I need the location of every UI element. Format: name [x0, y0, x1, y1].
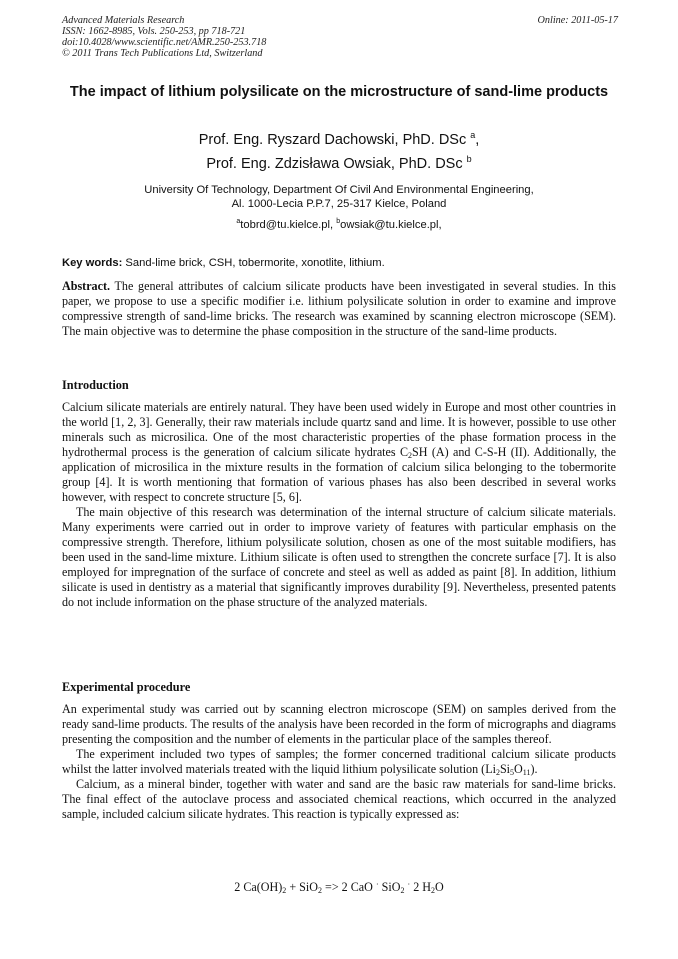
email-address[interactable]: tobrd@tu.kielce.pl, [240, 219, 334, 231]
paragraph: The main objective of this research was determination of the internal structure of calcium silicate materials. Many experiments were carried out in order to improve variety of features with particular emphasis on the compressive strength. Therefore, lithium polysilicate solution, chosen as one of the most suitable modifiers, has been used in the sand-lime mixture. Lithium silicate is often used to strengthen the concrete surface [7]. It is also employed for impregnation of the surface of concrete and steel as well as added as paint [8]. In addition, lithium silicate is used in dentistry as a material that significantly improves durability [9]. Nevertheless, presented patents do not include information on the phase structure of the analyzed materials. [62, 505, 616, 609]
keywords [62, 256, 616, 270]
section-heading-experimental: Experimental procedure [62, 680, 191, 694]
paragraph: The experiment included two types of samples; the former concerned traditional calcium silicate products whilst the latter involved materials treated with the liquid lithium polysilicate solution $(Li_2Si_5O_{11})$. [62, 747, 616, 777]
paragraph: Calcium silicate materials are entirely natural. They have been used widely in Europe and most other countries in the world [1, 2, 3]. Generally, their raw materials include quartz sand and lime. It is however, possible to use other minerals such as microsilica. One of the most characteristic properties of the phase formation process in the hydrothermal process is the generation of calcium silicate hydrates $C_2SH$ (A) and C-S-H (II). Additionally, the application of microsilica in the mixture results in the formation of calcium silica belonging to the tobermorite group [4]. It is worth mentioning that formation of various phases has also been described in several works however, with respect to concrete structure [5, 6]. [62, 400, 616, 504]
journal-name: Advanced Materials Research [62, 15, 185, 26]
email-address[interactable]: owsiak@tu.kielce.pl, [340, 219, 442, 231]
journal-header [62, 15, 618, 59]
experimental-body [62, 702, 616, 822]
email-mark: b [336, 218, 341, 225]
paragraph: Calcium, as a mineral binder, together with water and sand are the basic raw materials for sand-lime bricks. The final effect of the autoclave process and associated chemical reactions, which occurred in the analyzed sample, included calcium silicate hydrates. This reaction is typically expressed as: [62, 777, 616, 821]
abstract-label: Abstract. [62, 279, 111, 293]
affiliation [100, 183, 578, 211]
affiliation-line-1: University Of Technology, Department Of Civil And Environmental Engineering, [144, 184, 534, 196]
section-heading-introduction: Introduction [62, 378, 129, 392]
copyright-line: © 2011 Trans Tech Publications Ltd, Switzerland [62, 48, 263, 59]
keywords-label: Key words: [62, 257, 123, 269]
paragraph: An experimental study was carried out by scanning electron microscope (SEM) on samples derived from the ready sand-lime products. The results of the analysis have been recorded in the form of micrographs and diagrams presenting the composition and the number of elements in the particular place of the samples thereof. [62, 702, 616, 746]
keywords-text: Sand-lime brick, CSH, tobermorite, xonotlite, lithium. [125, 257, 385, 269]
abstract-text: The general attributes of calcium silicate products have been investigated in several studies. In this paper, we propose to use a specific modifier i.e. lithium polysilicate solution in order to examine and improve compressive strength of sand-lime bricks. The research was examined by scanning electron microscope (SEM). The main objective was to determine the phase composition in the structure of the sand-lime products. [62, 279, 616, 338]
paper-title: The impact of lithium polysilicate on the microstructure of sand-lime products [69, 84, 609, 100]
author-emails [62, 218, 616, 232]
author-name: Prof. Eng. Zdzisława Owsiak, PhD. DSc [206, 156, 463, 172]
author-mark: b [466, 154, 472, 164]
author-trail: , [475, 132, 480, 148]
online-date: Online: 2011-05-17 [537, 15, 618, 26]
reaction-equation: 2 $Ca(OH)_2 + SiO_2 => 2$ CaO · SiO$_2$ · 2 $H_2O$ [234, 880, 444, 895]
author-name: Prof. Eng. Ryszard Dachowski, PhD. DSc [198, 132, 467, 148]
author-mark: a [470, 130, 476, 140]
affiliation-line-2: Al. 1000-Lecia P.P.7, 25-317 Kielce, Poland [231, 198, 447, 210]
issn-line: ISSN: 1662-8985, Vols. 250-253, pp 718-721 [62, 26, 246, 37]
doi-line: doi:10.4028/www.scientific.net/AMR.250-253.718 [62, 37, 267, 48]
email-mark: a [236, 218, 241, 225]
author-line-1 [62, 131, 616, 149]
abstract [62, 279, 616, 339]
introduction-body [62, 400, 616, 610]
author-line-2 [62, 155, 616, 173]
